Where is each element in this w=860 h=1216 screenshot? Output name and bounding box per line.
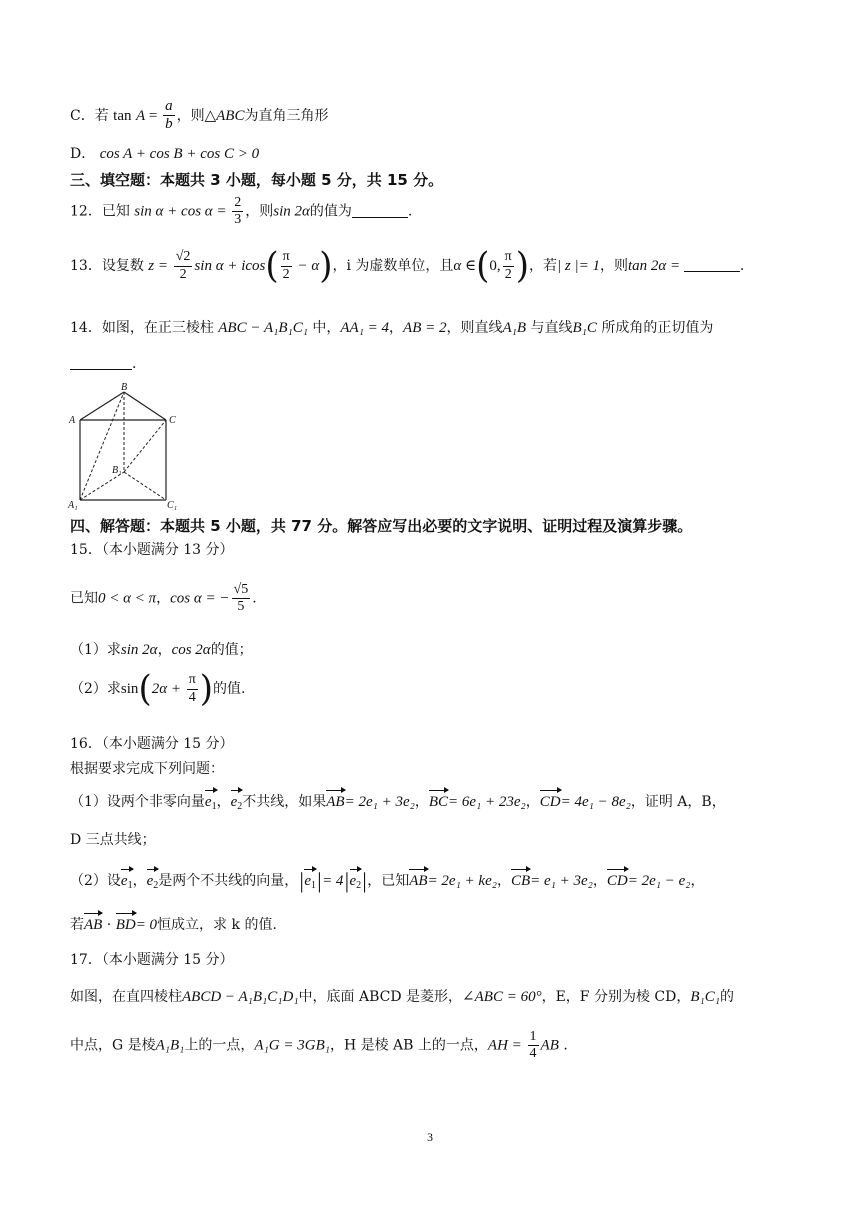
text: 所成角的正切值为 <box>596 320 714 336</box>
text: （2）求 <box>70 681 121 697</box>
dot-eq: = 0 <box>135 917 158 933</box>
label: C．若 <box>70 107 109 124</box>
cd-expr: = 2e₁ − e₂ <box>627 873 691 889</box>
answer-blank <box>70 355 132 370</box>
inner: 2α + <box>151 681 185 697</box>
alpha-in: α ∈ <box>453 258 477 274</box>
answer-blank <box>684 257 740 272</box>
mod-e2: | <box>343 868 350 893</box>
text: 与直线 <box>526 320 573 336</box>
mod-e1: | <box>298 868 305 893</box>
text: ，则 <box>176 107 205 124</box>
vec-bd: BD <box>115 917 136 933</box>
vec-e2: $e_2$ <box>146 873 159 891</box>
cd-expr: = 4e₁ − 8e₂ <box>560 794 631 810</box>
fraction <box>163 98 175 134</box>
question-14-blank <box>70 355 136 373</box>
label-b1: B₁ <box>112 465 122 476</box>
right-paren: ) <box>319 245 333 287</box>
minus-alpha: − α <box>293 258 320 274</box>
prism-figure <box>66 380 186 510</box>
denominator: b <box>165 116 173 133</box>
vec-e1: $e_1$ <box>120 873 133 891</box>
text: ，则 <box>599 258 628 274</box>
period: . <box>558 1037 568 1054</box>
numerator: √5 <box>232 582 251 599</box>
denominator: 2 <box>179 266 187 282</box>
vec-cb: CB <box>510 873 531 889</box>
text: 14．如图，在正三棱柱 <box>70 320 219 336</box>
numerator: a <box>163 98 175 116</box>
question-15-head: 15．（本小题满分 13 分） <box>70 542 234 558</box>
question-16-intro: 根据要求完成下列问题： <box>70 761 224 777</box>
question-13 <box>70 245 745 287</box>
denominator: 2 <box>282 266 290 282</box>
mod-eq: = 4 <box>322 873 344 889</box>
fraction <box>528 1029 539 1062</box>
line-b1c: B₁C <box>572 320 597 336</box>
period: . <box>739 258 745 274</box>
numerator: √2 <box>174 249 193 266</box>
vec-ab: AB <box>409 873 428 889</box>
fraction <box>281 249 292 282</box>
question-14 <box>70 319 713 337</box>
numerator: 2 <box>232 195 243 212</box>
numerator: π <box>281 249 292 266</box>
angle: ∠ABC = 60° <box>462 989 542 1005</box>
cos-lhs: cos α = − <box>170 590 230 607</box>
mod-e2: | <box>361 868 368 893</box>
text: ，则直线 <box>446 320 503 336</box>
text: （1）设两个非零向量 <box>70 794 205 810</box>
label-c: C <box>169 415 176 426</box>
zero: 0, <box>489 258 501 274</box>
text: 是两个不共线的向量， <box>158 873 299 889</box>
vec-e2: $e_2$ <box>230 794 243 812</box>
text: 如图，在直四棱柱 <box>70 989 182 1005</box>
left-paren: ( <box>476 245 490 287</box>
question-15-part1 <box>70 641 253 659</box>
text: 不共线，如果 <box>242 794 327 810</box>
vec-cd: CD <box>539 794 561 810</box>
right-paren: ) <box>199 668 214 710</box>
ab: AB = 2 <box>403 320 447 336</box>
numerator: π <box>187 672 198 689</box>
page-number: 3 <box>427 1130 433 1144</box>
denominator: 5 <box>237 599 245 615</box>
b1c1: B₁C₁ <box>690 989 720 1005</box>
question-17-head: 17．（本小题满分 15 分） <box>70 952 234 968</box>
question-16-part2: （2）设$e_1$，$e_2$是两个不共线的向量，$|e_1|= 4|e_2|$，已知AB= 2e₁ + ke₂，CB= e₁ + 3e₂，CD= 2e₁ − e₂， <box>70 868 705 893</box>
expr: sin α + icos <box>194 258 266 274</box>
denominator: 2 <box>504 266 512 282</box>
text: 中点，G 是棱 <box>70 1037 156 1054</box>
cb-expr: = e₁ + 3e₂ <box>530 873 593 889</box>
denominator: 4 <box>188 689 196 705</box>
text: ， <box>156 590 171 607</box>
text: ， <box>157 642 172 658</box>
prism: ABC − A₁B₁C₁ <box>218 320 308 336</box>
text: 恒成立，求 k 的值. <box>157 917 277 933</box>
question-17-line2 <box>70 1029 568 1062</box>
label-a1: A₁ <box>68 500 78 510</box>
fraction <box>174 249 193 282</box>
question-15-part2 <box>70 668 246 710</box>
text: 上的一点， <box>184 1037 255 1054</box>
numerator: 1 <box>528 1029 539 1046</box>
numerator: π <box>503 249 514 266</box>
text: ，i 为虚数单位，且 <box>332 258 454 274</box>
left-paren: ( <box>265 245 279 287</box>
section-title: 三、填空题：本题共 3 小题，每小题 5 分，共 15 分。 <box>70 171 444 189</box>
a1g: A₁G = 3GB₁ <box>254 1037 330 1054</box>
text: 13．设复数 <box>70 258 144 274</box>
section-title: 四、解答题：本题共 5 小题，共 77 分。解答应写出必要的文字说明、证明过程及演算步骤。 <box>70 517 693 535</box>
text: ，证明 A，B， <box>630 794 726 810</box>
label-b: B <box>121 382 128 393</box>
vec-cd: CD <box>606 873 628 889</box>
modulus: | z |= 1 <box>557 258 600 274</box>
text: （1）求 <box>70 642 121 658</box>
aa1: AA₁ = 4 <box>340 320 390 336</box>
text: 中，底面 ABCD 是菱形， <box>298 989 463 1005</box>
text: （2）设 <box>70 873 121 889</box>
tan: tan <box>113 107 132 124</box>
text: ， <box>389 320 404 336</box>
expression: cos A + cos B + cos C > 0 <box>99 146 260 162</box>
text: 的值为 <box>309 203 352 220</box>
text: ，E，F 分别为棱 CD， <box>541 989 691 1005</box>
ab-expr: = 2e₁ + 3e₂ <box>344 794 415 810</box>
text: ，则 <box>245 203 274 220</box>
question-15-given <box>70 582 257 615</box>
vec-e1: $e_1$ <box>304 873 316 891</box>
option-c <box>70 98 328 134</box>
text: 的值； <box>210 642 253 658</box>
equals: = <box>145 107 162 124</box>
period: . <box>132 356 137 372</box>
period: . <box>407 203 413 220</box>
question-16-head: 16．（本小题满分 15 分） <box>70 736 234 752</box>
text: 的值. <box>213 681 246 697</box>
period: . <box>252 590 257 607</box>
sin: sin <box>120 681 139 697</box>
a1b1: A₁B₁ <box>155 1037 185 1054</box>
question-17-line1 <box>70 988 734 1006</box>
text: 若 <box>70 917 84 933</box>
right-paren: ) <box>515 245 529 287</box>
lhs: sin α + cos α = <box>134 203 231 220</box>
cos2a: cos 2α <box>171 642 211 658</box>
text: 中， <box>307 320 341 336</box>
answer-blank <box>352 203 408 218</box>
text: 为直角三角形 <box>244 107 329 124</box>
denominator: 3 <box>234 212 242 228</box>
sin2a: sin 2α <box>120 642 158 658</box>
mod-e1: | <box>316 868 323 893</box>
vec-e1: $e_1$ <box>204 794 217 812</box>
fraction <box>503 249 514 282</box>
label-a: A <box>69 415 76 426</box>
label: D． <box>70 146 96 162</box>
vec-bc: BC <box>428 794 449 810</box>
label-c1: C₁ <box>167 500 178 510</box>
fraction <box>232 195 243 228</box>
left-paren: ( <box>138 668 152 710</box>
fraction <box>232 582 251 615</box>
text: 的 <box>719 989 734 1005</box>
var-a: A <box>135 107 146 124</box>
text: ，H 是棱 AB 上的一点， <box>329 1037 488 1054</box>
denominator: 4 <box>529 1046 537 1062</box>
question-16-part1-cont: D 三点共线； <box>70 832 156 848</box>
question-16-part1: （1）设两个非零向量$e_1$，$e_2$不共线，如果AB= 2e₁ + 3e₂，BC= 6e₁ + 23e₂，CD= 4e₁ − 8e₂，证明 A，B， <box>70 794 726 812</box>
expr: sin 2α <box>273 203 310 220</box>
question-16-part2-cont: 若AB · BD= 0恒成立，求 k 的值. <box>70 917 277 933</box>
tan2a: tan 2α = <box>627 258 684 274</box>
ab-expr: = 2e₁ + ke₂ <box>427 873 497 889</box>
vec-e2: $e_2$ <box>349 873 362 891</box>
text: ，若 <box>529 258 557 274</box>
bc-expr: = 6e₁ + 23e₂ <box>448 794 526 810</box>
vec-ab: AB <box>326 794 345 810</box>
text: 已知 <box>70 590 98 607</box>
option-d <box>70 145 259 163</box>
prism: ABCD − A₁B₁C₁D₁ <box>182 989 299 1005</box>
vec-ab: AB <box>84 917 103 933</box>
question-12 <box>70 195 412 228</box>
ab: AB <box>540 1037 559 1054</box>
fraction <box>187 672 198 705</box>
text: ，已知 <box>367 873 410 889</box>
line-a1b: A₁B <box>502 320 527 336</box>
ah: AH = <box>487 1037 526 1054</box>
text: 12．已知 <box>70 203 130 220</box>
z: z = <box>148 258 172 274</box>
range: 0 < α < π <box>98 590 157 607</box>
triangle: △ABC <box>204 107 245 124</box>
